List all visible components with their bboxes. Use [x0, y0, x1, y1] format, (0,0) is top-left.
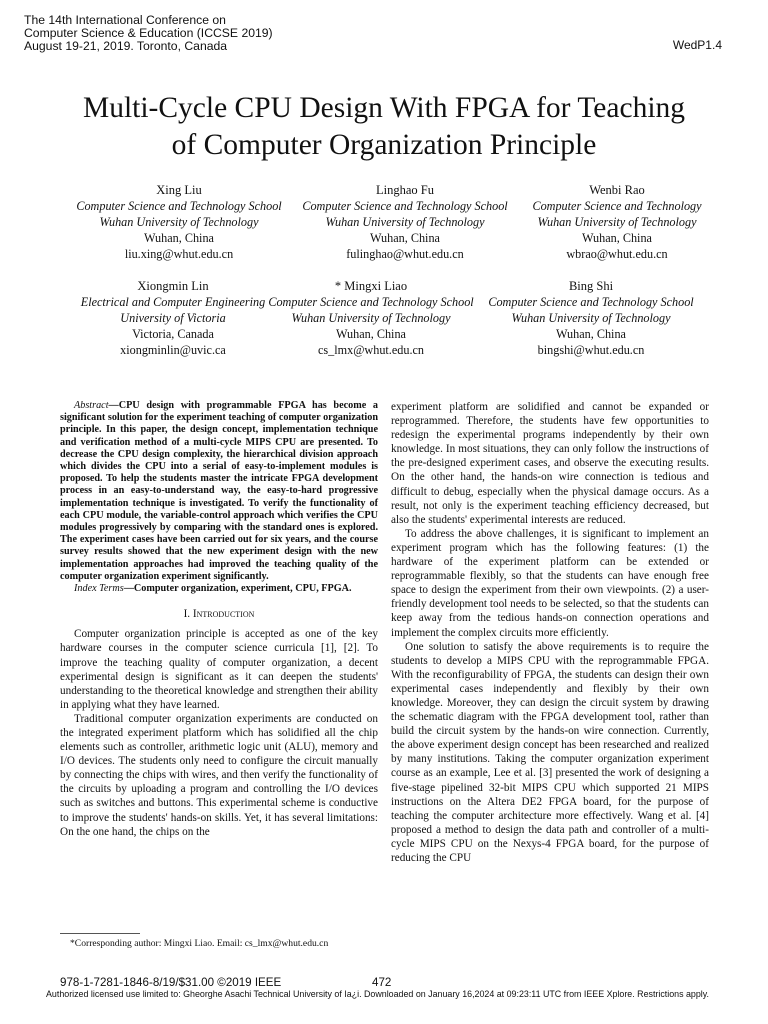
author-block — [56, 182, 302, 262]
title-line-2: of Computer Organization Principle — [171, 129, 597, 161]
footnote: *Corresponding author: Mingxi Liao. Email: cs_lmx@whut.edu.cn — [70, 938, 329, 949]
author-affiliation: Computer Science and Technology School — [488, 295, 694, 309]
author-email[interactable]: xiongminlin@uvic.ca — [120, 343, 226, 357]
author-name: Bing Shi — [568, 279, 614, 293]
author-email[interactable]: bingshi@whut.edu.cn — [537, 343, 645, 357]
footnote-divider — [60, 933, 140, 934]
session-code: WedP1.4 — [672, 38, 722, 52]
author-affiliation: Computer Science and Technology School — [268, 295, 474, 309]
author-location: Wuhan, China — [370, 231, 440, 245]
author-location: Wuhan, China — [144, 231, 214, 245]
left-column — [60, 400, 378, 839]
author-name: * Mingxi Liao — [334, 279, 408, 293]
author-university: Wuhan University of Technology — [537, 215, 697, 229]
right-paragraph-1: experiment platform are solidified and cannot be expanded or reprogrammed. Therefore, the students have few opportunities to redesign the experimental programs independently by their own knowledge. In most situations, they can only follow the instructions of the pre-designed experiment cases, and observe the executing results. On the other hand, the hands-on wire connection is tedious and difficult to debug, especially when the physical damage occurs. As a result, not only is the experiment teaching efficiency decreased, but also the students' experimental interests are reduced. — [391, 401, 709, 526]
author-block — [494, 182, 740, 262]
index-terms-label: Index Terms — [74, 583, 124, 595]
page-number: 472 — [372, 976, 392, 989]
abstract-text: —CPU design with programmable FPGA has become a significant solution for the experiment teaching of computer organization principle. In this paper, the design concept, implementation technique and verification method of a multi-cycle MIPS CPU are presented. To decrease the CPU design complexity, the hierarchical division approach which divides the CPU into a serial of easy-to-implement modules is proposed. To help the students master the intricate FPGA development process in an easy-to-understand way, the easy-to-hard progressive implementation technique is investigated. To verify the functionality of each CPU module, the variable-control approach which verifies the CPU modules progressively by comparing with the standard ones is explored. The experiment cases have been carried out for six years, and the course survey results showed that the new experiment design with the new implementation approaches had improved the teaching quality of the computer organization experiment significantly. — [60, 400, 378, 582]
author-university: Wuhan University of Technology — [511, 311, 671, 325]
author-block — [282, 182, 528, 262]
author-email[interactable]: cs_lmx@whut.edu.cn — [318, 343, 424, 357]
author-university: Wuhan University of Technology — [325, 215, 485, 229]
isbn-copyright: 978-1-7281-1846-8/19/$31.00 ©2019 IEEE — [60, 976, 282, 989]
right-paragraph-3: One solution to satisfy the above requirements is to require the students to develop a MIPS CPU with the reprogrammable FPGA. With the reconfigurability of FPGA, the students can design their own experimental cases independently and flexibly by their own knowledge. Moreover, they can design the circuit system by drawing the schematic diagram with the FPGA development tool, rather than build the circuit system by the hands-on wire connection. Currently, the above experiment design concept has been researched and realized by many institutions. Taking the computer organization experiment course as an example, Lee et al. [3] presented the work of designing a five-stage pipelined 32-bit MIPS CPU which supported 21 MIPS instructions on the Altera DE2 FPGA board, for the purpose of teaching the computer architecture more effectively. Wang et al. [4] proposed a method to design the data path and controller of a multi-cycle MIPS CPU on the Nexys-4 FPGA board, for the purpose of reducing the CPU — [391, 640, 709, 864]
index-terms-text: —Computer organization, experiment, CPU, FPGA. — [123, 583, 352, 595]
section-heading-introduction: I. Introduction — [183, 608, 255, 621]
author-location: Wuhan, China — [582, 231, 652, 245]
conference-line-3: August 19-21, 2019. Toronto, Canada — [24, 39, 228, 53]
author-name: Xing Liu — [156, 183, 202, 197]
author-name: Linghao Fu — [376, 183, 434, 197]
author-location: Victoria, Canada — [132, 327, 214, 341]
abstract-label: Abstract — [74, 400, 109, 411]
conference-line-2: Computer Science & Education (ICCSE 2019) — [24, 26, 273, 40]
author-name: Xiongmin Lin — [137, 279, 209, 293]
author-email[interactable]: fulinghao@whut.edu.cn — [346, 247, 464, 261]
paper-title — [30, 90, 738, 164]
author-university: University of Victoria — [120, 311, 226, 325]
author-university: Wuhan University of Technology — [291, 311, 451, 325]
author-block — [248, 278, 494, 358]
right-column — [391, 400, 709, 865]
author-location: Wuhan, China — [556, 327, 626, 341]
author-affiliation: Computer Science and Technology — [532, 199, 702, 213]
author-name: Wenbi Rao — [589, 183, 645, 197]
conference-line-1: The 14th International Conference on — [24, 13, 226, 27]
right-paragraph-2: To address the above challenges, it is significant to implement an experiment program which has the following features: (1) the hardware of the experiment platform can be extended or reprogrammable flexibly, so that the students can have enough free space to design the experiment from their own viewpoints. (2) a user-friendly development tool needs to be selected, so that the students can keep away from the tedious hands-on connection operations and implement the complex circuits more efficiently. — [391, 527, 709, 639]
intro-paragraph-1: Computer organization principle is accepted as one of the key hardware courses in the computer science curricula [1], [2]. To improve the teaching quality of computer organization, a decent experimental design is significant as it can deepen the students' understanding to the theoretical knowledge and strengthen their ability in applying what they have learned. — [60, 628, 378, 711]
intro-paragraph-2: Traditional computer organization experiments are conducted on the integrated experiment platform which has solidified all the chip elements such as controller, arithmetic logic unit (ALU), memory and I/O devices. The students only need to configure the circuit manually by connecting the chips with wires, and then verify the functionality of the circuits by uploading a program and controlling the I/O devices such as switches and buttons. This experimental scheme is conductive to improve the students' hands-on skills. Yet, it has several limitations: On the one hand, the chips on the — [60, 712, 378, 838]
author-affiliation: Computer Science and Technology School — [76, 199, 282, 213]
author-email[interactable]: liu.xing@whut.edu.cn — [124, 247, 234, 261]
abstract — [60, 400, 378, 595]
author-block — [468, 278, 714, 358]
author-affiliation: Electrical and Computer Engineering — [80, 295, 266, 309]
author-affiliation: Computer Science and Technology School — [302, 199, 508, 213]
author-location: Wuhan, China — [336, 327, 406, 341]
title-line-1: Multi-Cycle CPU Design With FPGA for Teaching — [82, 92, 686, 124]
author-university: Wuhan University of Technology — [99, 215, 259, 229]
author-email[interactable]: wbrao@whut.edu.cn — [566, 247, 668, 261]
conference-info — [24, 14, 273, 53]
license-notice: Authorized licensed use limited to: Gheorghe Asachi Technical University of Ia¿i. Downloaded on January 16,2024 at 09:23:11 UTC from IEEE Xplore. Restrictions apply. — [46, 989, 710, 999]
